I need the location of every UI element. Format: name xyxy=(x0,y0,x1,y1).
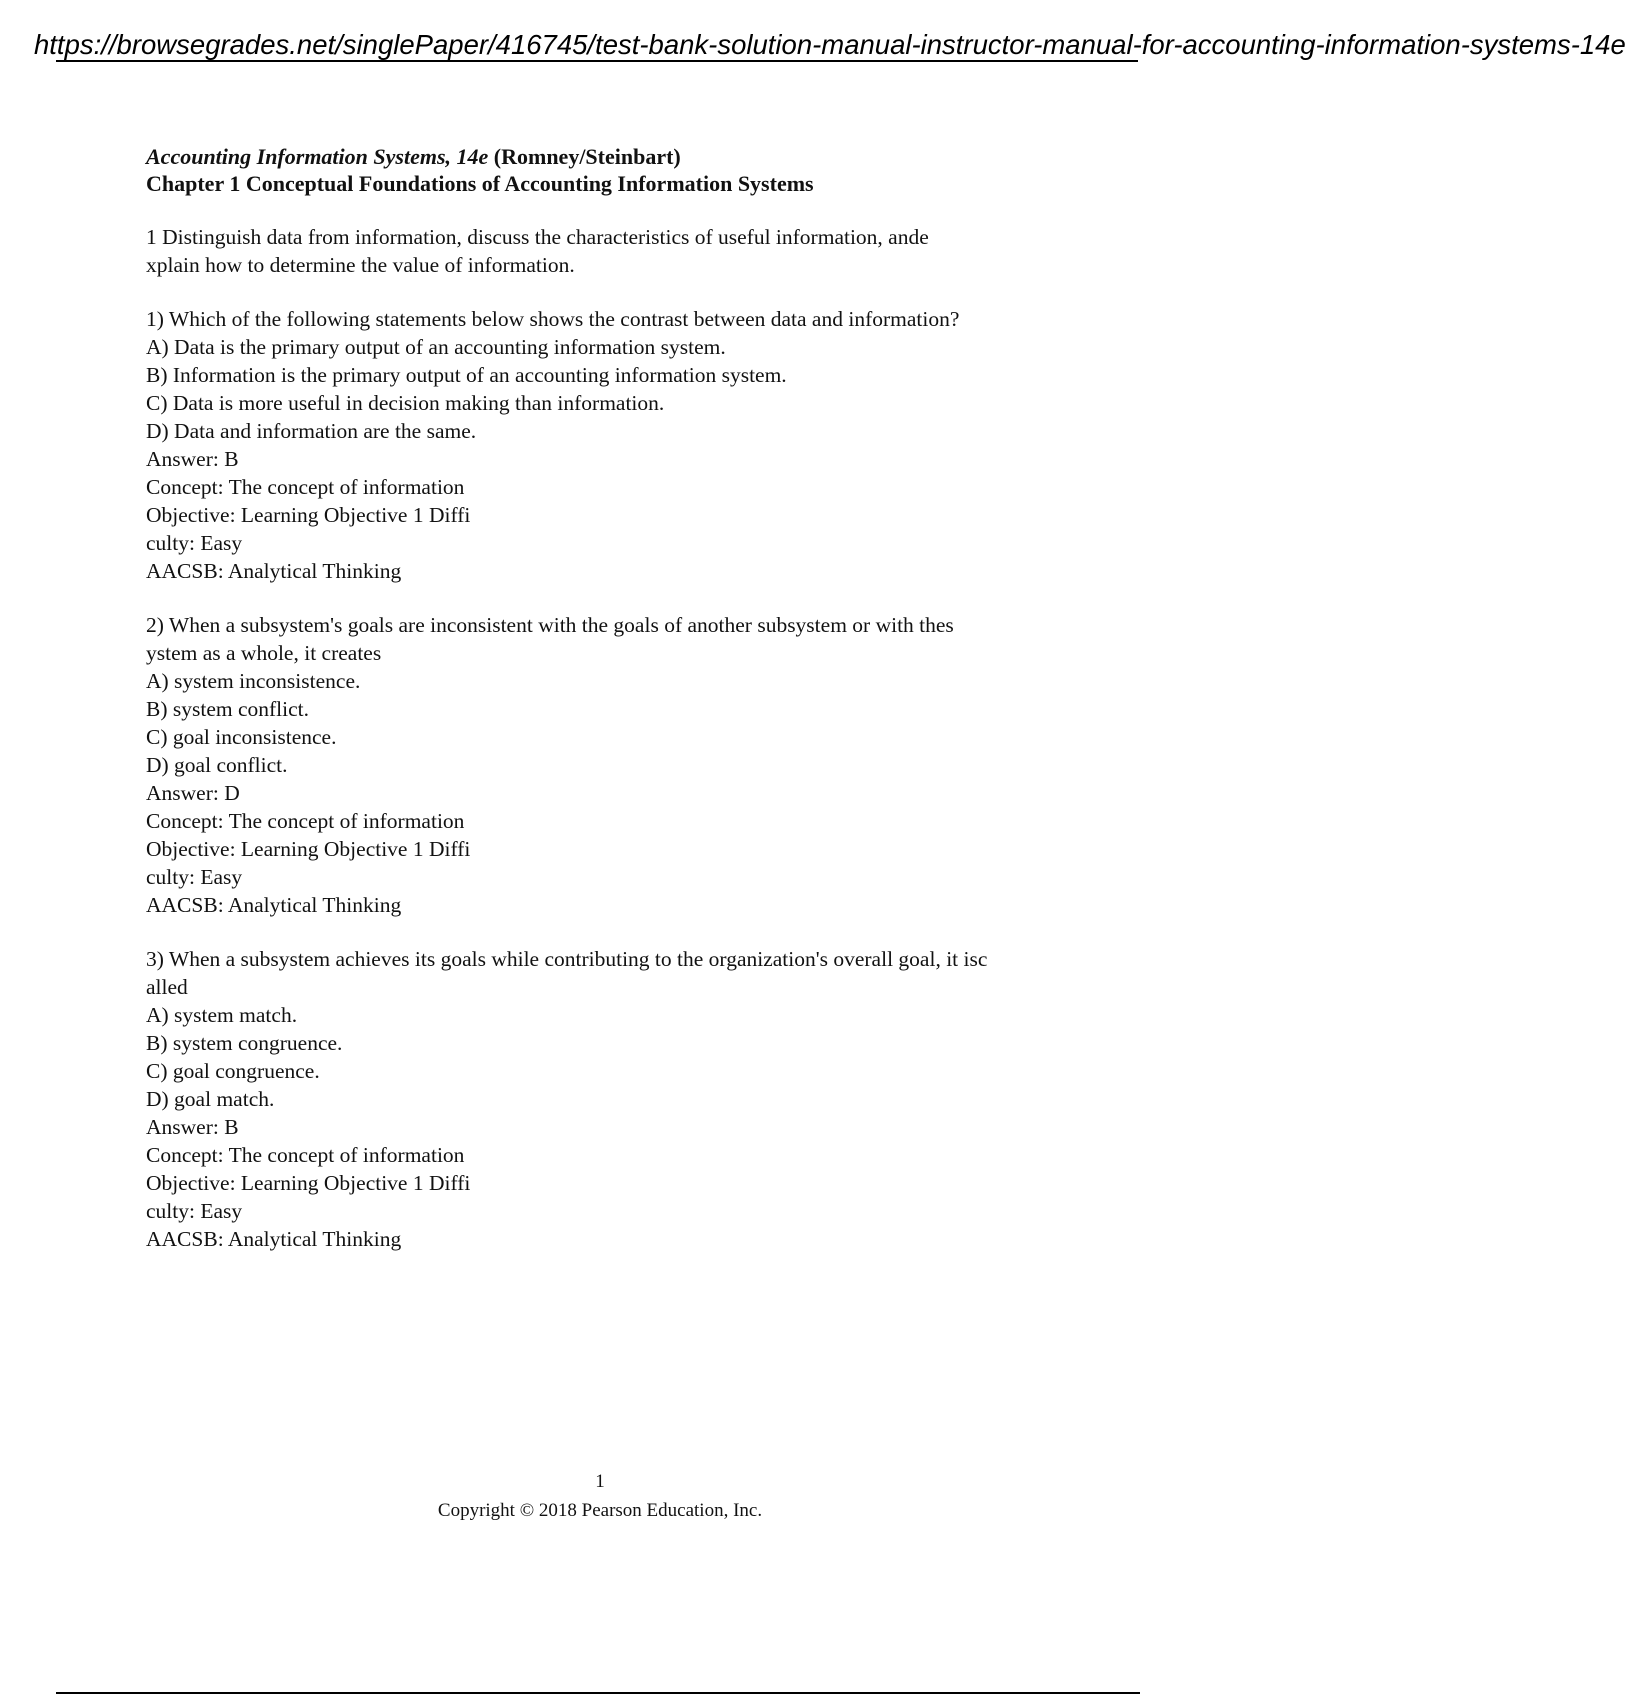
answer-key: Answer: D xyxy=(146,781,240,805)
answer-option: D) goal match. xyxy=(146,1087,275,1111)
book-authors: (Romney/Steinbart) xyxy=(493,144,681,169)
answer-key: Answer: B xyxy=(146,447,239,471)
answer-option: C) goal congruence. xyxy=(146,1059,320,1083)
learning-objective-line-2: xplain how to determine the value of information. xyxy=(146,253,575,277)
url-underline xyxy=(56,60,1138,62)
question-stem: 1) Which of the following statements below shows the contrast between data and information? xyxy=(146,307,960,331)
answer-option: A) Data is the primary output of an accounting information system. xyxy=(146,335,726,359)
aacsb-line: AACSB: Analytical Thinking xyxy=(146,893,402,917)
copyright-notice: Copyright © 2018 Pearson Education, Inc. xyxy=(437,1500,763,1521)
answer-option: D) Data and information are the same. xyxy=(146,419,477,443)
answer-option: B) Information is the primary output of an accounting information system. xyxy=(146,363,787,387)
question-stem: 3) When a subsystem achieves its goals while contributing to the organization's overall goal, it isc xyxy=(146,947,988,971)
objective-line: Objective: Learning Objective 1 Diffi xyxy=(146,503,471,527)
question-stem-continued: ystem as a whole, it creates xyxy=(146,641,382,665)
answer-option: B) system congruence. xyxy=(146,1031,343,1055)
source-url-bar xyxy=(0,28,1626,62)
aacsb-line: AACSB: Analytical Thinking xyxy=(146,559,402,583)
document-header xyxy=(146,143,1106,197)
difficulty-line: culty: Easy xyxy=(146,531,243,555)
bottom-rule xyxy=(56,1692,1140,1694)
question-2 xyxy=(146,611,1106,919)
question-3 xyxy=(146,945,1106,1253)
difficulty-line: culty: Easy xyxy=(146,865,243,889)
answer-option: D) goal conflict. xyxy=(146,753,288,777)
page-number: 1 xyxy=(595,1471,605,1492)
book-line xyxy=(146,143,1106,170)
objective-line: Objective: Learning Objective 1 Diffi xyxy=(146,1171,471,1195)
question-stem-continued: alled xyxy=(146,975,188,999)
document-page xyxy=(146,143,1106,1253)
question-1 xyxy=(146,305,1106,585)
answer-option: A) system match. xyxy=(146,1003,298,1027)
answer-option: C) Data is more useful in decision making than information. xyxy=(146,391,665,415)
book-title: Accounting Information Systems, 14e xyxy=(146,144,489,169)
question-stem: 2) When a subsystem's goals are inconsistent with the goals of another subsystem or with thes xyxy=(146,613,954,637)
answer-option: A) system inconsistence. xyxy=(146,669,361,693)
concept-line: Concept: The concept of information xyxy=(146,809,465,833)
objective-line: Objective: Learning Objective 1 Diffi xyxy=(146,837,471,861)
answer-option: B) system conflict. xyxy=(146,697,310,721)
concept-line: Concept: The concept of information xyxy=(146,1143,465,1167)
question-list xyxy=(146,305,1106,1253)
aacsb-line: AACSB: Analytical Thinking xyxy=(146,1227,402,1251)
difficulty-line: culty: Easy xyxy=(146,1199,243,1223)
answer-key: Answer: B xyxy=(146,1115,239,1139)
learning-objective xyxy=(146,223,1106,279)
answer-option: C) goal inconsistence. xyxy=(146,725,337,749)
chapter-title: Chapter 1 Conceptual Foundations of Accounting Information Systems xyxy=(146,171,814,196)
source-url-link[interactable]: https://browsegrades.net/singlePaper/416745/test-bank-solution-manual-instructor-manual-for-accounting-information-systems-14e xyxy=(34,29,1626,60)
learning-objective-line-1: 1 Distinguish data from information, discuss the characteristics of useful information, ande xyxy=(146,225,929,249)
concept-line: Concept: The concept of information xyxy=(146,475,465,499)
